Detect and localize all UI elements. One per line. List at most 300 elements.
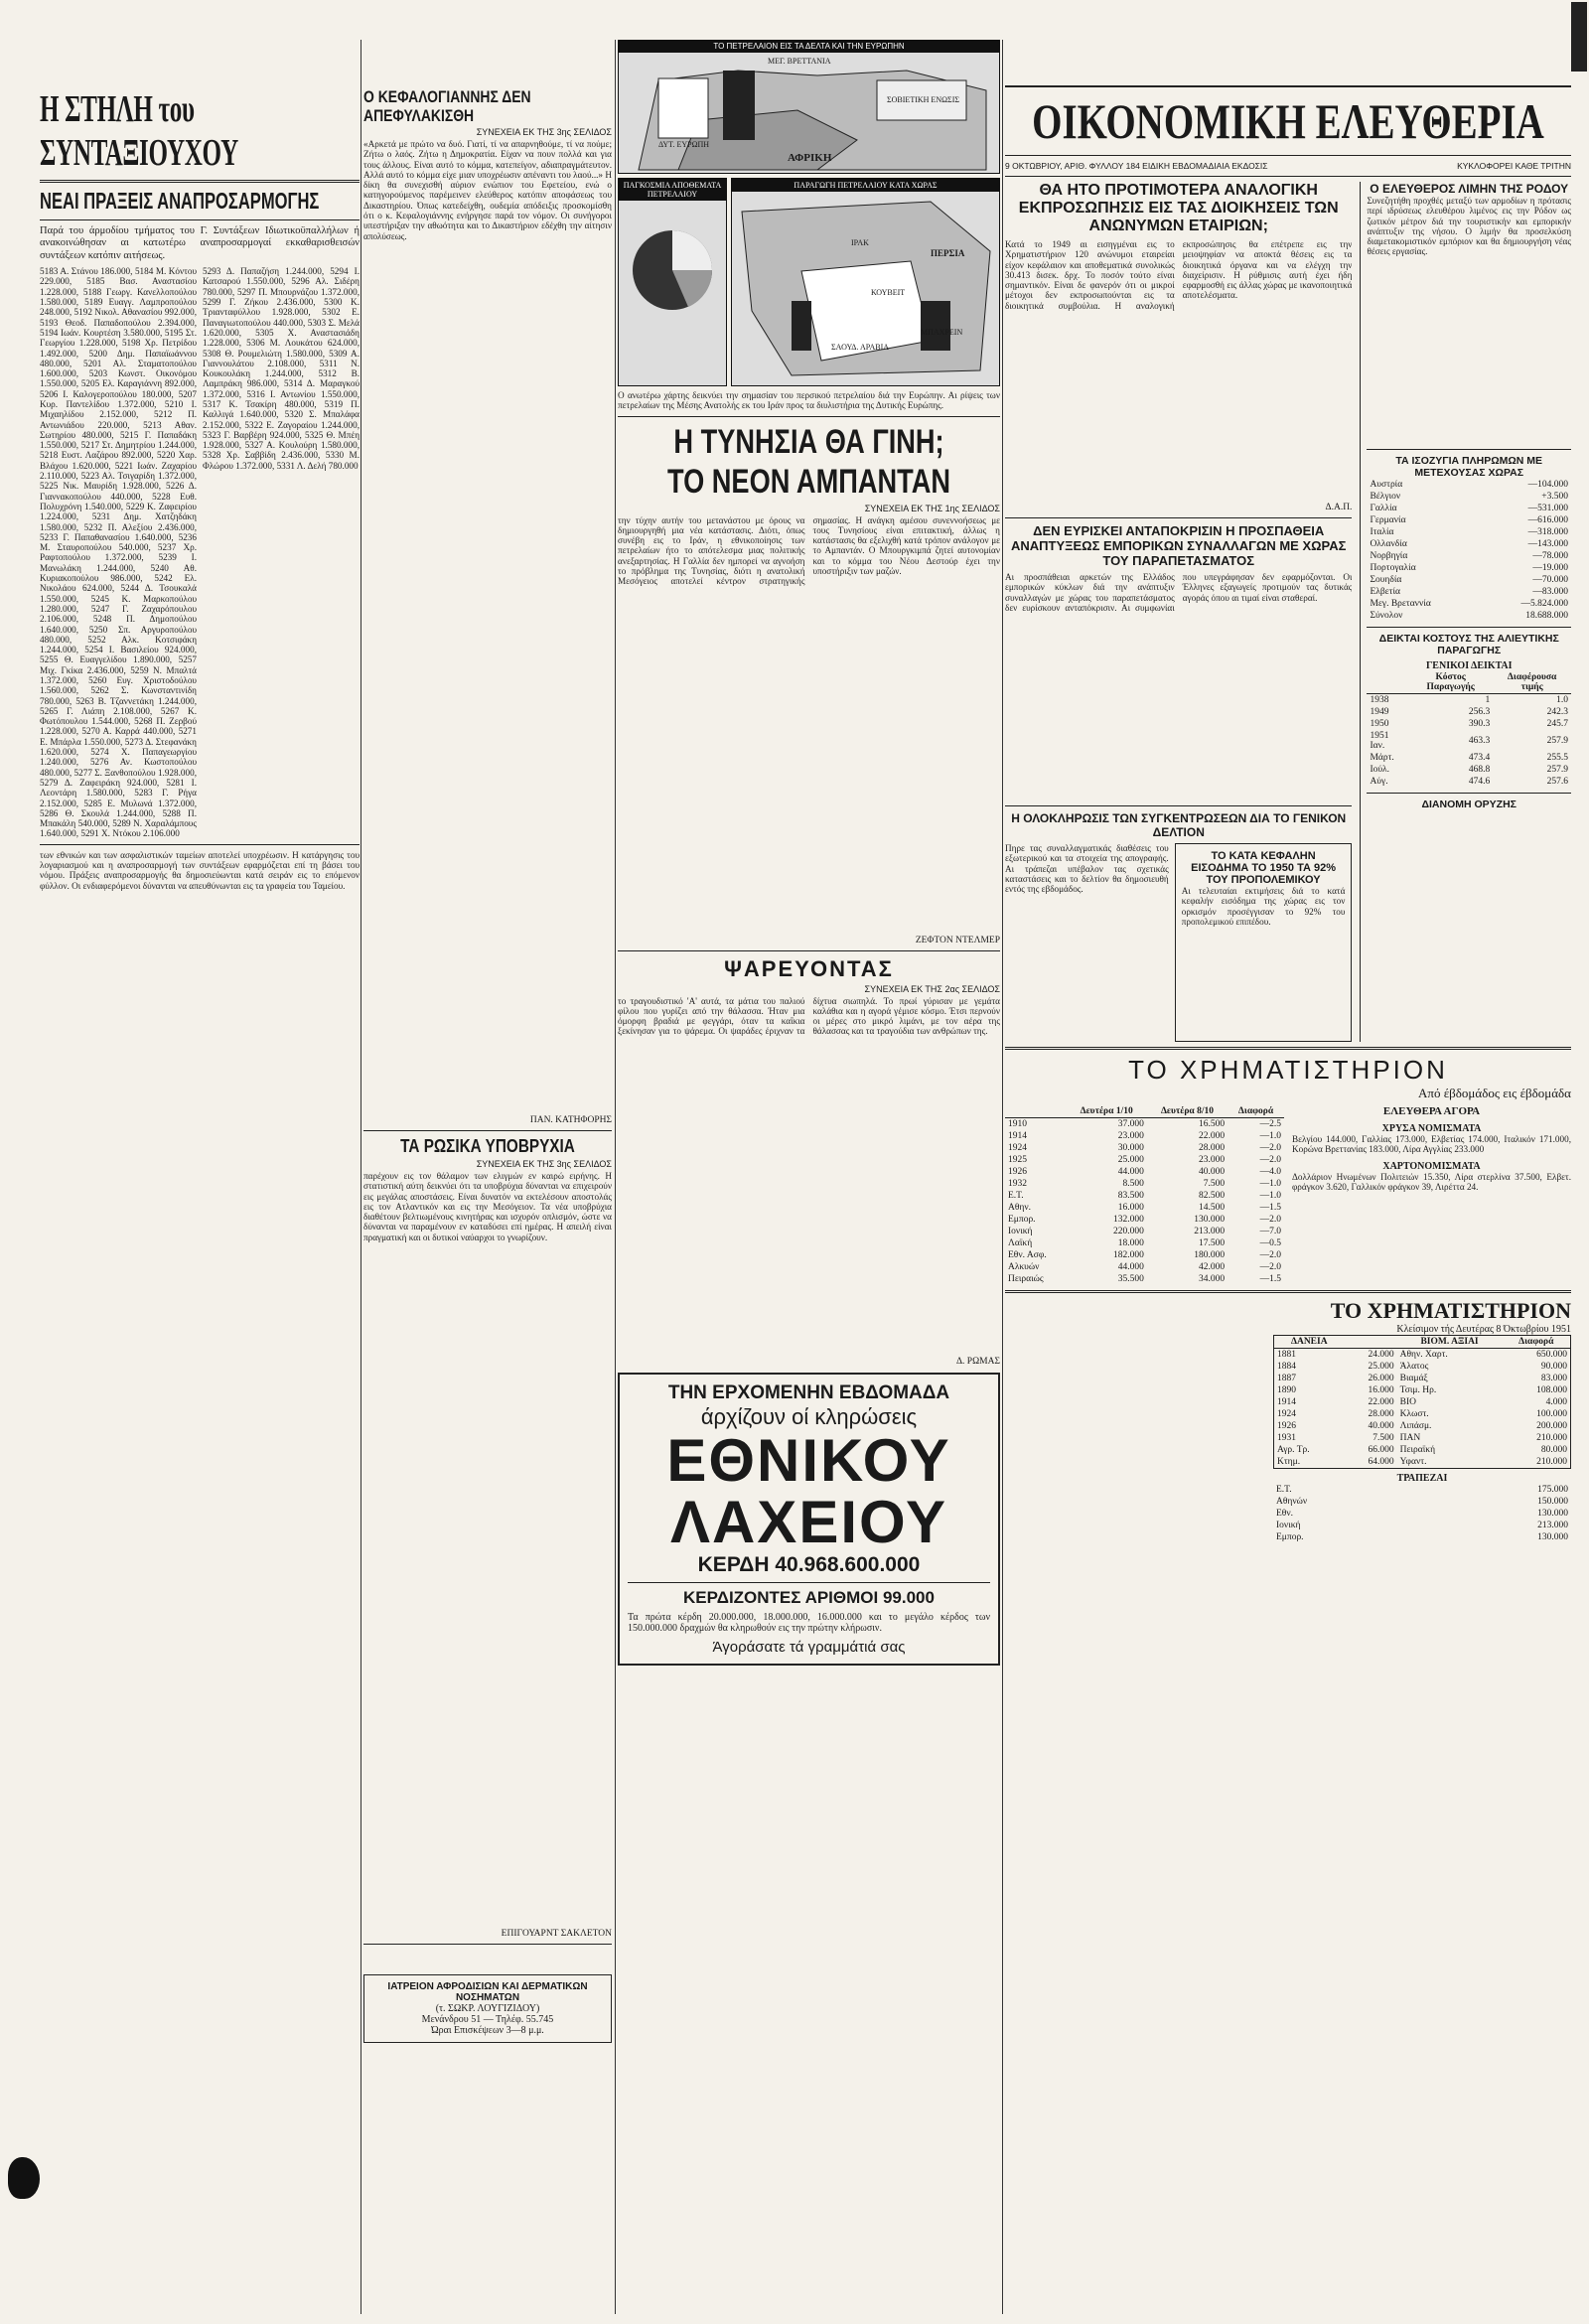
value-cell: 257.9 <box>1546 765 1568 775</box>
divider <box>1005 1290 1571 1293</box>
headline-representation: ΘΑ ΗΤΟ ΠΡΟΤΙΜΟΤΕΡΑ ΑΝΑΛΟΓΙΚΗ ΕΚΠΡΟΣΩΠΗΣΙΣ ΕΙΣ ΤΑΣ ΔΙΟΙΚΗΣΕΙΣ ΤΩΝ ΑΝΩΝΥΜΩΝ ΕΤΑΙΡΙΩΝ; <box>1018 182 1339 234</box>
map-label: ΠΕΡΣΙΑ <box>931 248 965 258</box>
bourse2-subtitle: Κλείσιμον τής Δευτέρας 8 Όκτωβρίου 1951 <box>1396 1324 1571 1335</box>
map-label: ΚΟΥΒΕΙΤ <box>871 288 906 297</box>
table-row <box>1367 503 1571 514</box>
value-cell: —83.000 <box>1532 587 1568 597</box>
headline-rhodes: Ο ΕΛΕΥΘΕΡΟΣ ΛΙΜΗΝ ΤΗΣ ΡΟΔΟΥ <box>1370 182 1569 196</box>
divider <box>1367 627 1571 628</box>
value-cell: —7.0 <box>1259 1227 1281 1236</box>
value-cell: 83.000 <box>1540 1374 1567 1383</box>
table-row <box>1005 1226 1284 1237</box>
lottery-prize: ΚΕΡΔΗ 40.968.600.000 <box>697 1552 921 1576</box>
gold-head: ΧΡΥΣΑ ΝΟΜΙΣΜΑΤΑ <box>1381 1123 1482 1134</box>
map-label: ΣΟΒΙΕΤΙΚΗ ΕΝΩΣΙΣ <box>887 95 960 104</box>
value-cell: 23.000 <box>1117 1131 1144 1141</box>
year-cell: 1951 Ιαν. <box>1370 731 1389 751</box>
value-cell: 28.000 <box>1199 1143 1226 1153</box>
map-label: ΙΡΑΚ <box>851 238 869 247</box>
masthead-pensions: Η ΣΤΗΛΗ του ΣΥΝΤΑΞΙΟΥΧΟΥ <box>40 88 238 174</box>
value-cell: 130.000 <box>1537 1509 1568 1519</box>
name-cell: 1881 <box>1277 1350 1296 1360</box>
country-cell: Νορβηγία <box>1370 551 1408 561</box>
value-cell: 14.500 <box>1199 1203 1226 1213</box>
name-cell: 1932 <box>1008 1179 1027 1189</box>
table-row <box>1367 526 1571 538</box>
lottery-big-2: ΛΑΧΕΙΟΥ <box>669 1488 948 1555</box>
divider <box>1005 805 1352 806</box>
year-cell: 1950 <box>1370 719 1389 729</box>
economy-masthead: ΟΙΚΟΝΟΜΙΚΗ ΕΛΕΥΘΕΡΙΑ <box>1032 93 1544 149</box>
value-cell: 22.000 <box>1199 1131 1226 1141</box>
value-cell: 18.000 <box>1117 1238 1144 1248</box>
value-cell: 7.500 <box>1372 1433 1394 1443</box>
value-cell: 83.500 <box>1117 1191 1144 1201</box>
value-cell: 210.000 <box>1536 1457 1567 1467</box>
name-cell: Ιονική <box>1008 1227 1033 1236</box>
column-world <box>618 40 1000 2314</box>
bourse2-title: ΤΟ ΧΡΗΜΑΤΙΣΤΗΡΙΟΝ <box>1330 1298 1571 1323</box>
name-cell: 1910 <box>1008 1119 1027 1129</box>
table-row <box>1005 1273 1284 1285</box>
value-cell: +3.500 <box>1541 492 1568 502</box>
oil-map-europe <box>618 40 1000 174</box>
edge-mark <box>1571 2 1587 72</box>
table-row <box>1367 610 1571 622</box>
balance-table <box>1367 479 1571 622</box>
free-market-head: ΕΛΕΥΘΕΡΑ ΑΓΟΡΑ <box>1382 1105 1481 1117</box>
table-row <box>1367 574 1571 586</box>
name-cell: Εμπορ. <box>1276 1532 1304 1542</box>
divider <box>1005 517 1352 518</box>
table-row <box>1005 1118 1284 1131</box>
table-row <box>1367 550 1571 562</box>
value-cell: 37.000 <box>1117 1119 1144 1129</box>
map-label: ΜΕΓ. ΒΡΕΤΤΑΝΙΑ <box>768 57 831 66</box>
value-cell: 242.3 <box>1546 707 1568 717</box>
table-row <box>1005 1249 1284 1261</box>
table-row <box>1005 1154 1284 1166</box>
year-cell: Αύγ. <box>1370 777 1388 787</box>
value-cell: —2.0 <box>1259 1262 1281 1272</box>
value-cell: 390.3 <box>1468 719 1491 729</box>
value-cell: 463.3 <box>1468 736 1491 746</box>
divider <box>1367 793 1571 794</box>
value-cell: 16.000 <box>1117 1203 1144 1213</box>
clinic-name: (τ. ΣΩΚΡ. ΛΟΥΓΙΖΙΔΟΥ) <box>435 2003 540 2014</box>
map-label: ΜΠΑΧΡΕΙΝ <box>921 328 963 337</box>
column-news <box>363 40 612 2314</box>
bourse-subtitle: Από έβδομάδος εις έβδομάδα <box>1418 1086 1571 1100</box>
name-cell: 1925 <box>1008 1155 1027 1165</box>
table-row <box>1005 1214 1284 1226</box>
name-cell: 1890 <box>1277 1385 1296 1395</box>
income-head: ΤΟ ΚΑΤΑ ΚΕΦΑΛΗΝ ΕΙΣΟΔΗΜΑ ΤΟ 1950 ΤΑ 92% ΤΟΥ ΠΡΟΠΟΛΕΜΙΚΟΥ <box>1191 850 1336 886</box>
dateline-right: ΚΥΚΛΟΦΟΡΕΙ ΚΑΘΕ ΤΡΙΤΗΝ <box>1457 161 1571 171</box>
divider <box>1005 176 1571 177</box>
headline-balance: ΤΑ ΙΣΟΖΥΓΙΑ ΠΛΗΡΩΜΩΝ ΜΕ ΜΕΤΕΧΟΥΣΑΣ ΧΩΡΑΣ <box>1395 455 1543 479</box>
article-fishing: το τραγουδιστικό 'Α' αυτά, τα μάτια του παλιού φίλου που γυρίζει από την θάλασσα. Ήταν μια όμορφη βραδιά με φεγγάρι, όταν τα καΐκια ξεκίνησαν για το ψάρεμα. Οι ψαράδες έριχναν τα δίχτυα σιωπηλά. Το πρωί γύρισαν με γεμάτα καλάθια και η αγορά γέμισε κόσμο. Έτσι περνούν οι μέρες στο μικρό λιμάνι, με τον αέρα της θάλασσας και τα τραγούδια των ανθρώπων της. <box>618 995 1000 1037</box>
value-cell: 44.000 <box>1117 1262 1144 1272</box>
value-cell: 245.7 <box>1546 719 1568 729</box>
lottery-sub: άρχίζουν οί κληρώσεις <box>700 1403 918 1429</box>
name-cell: Ε.Τ. <box>1276 1485 1292 1495</box>
table-row <box>1367 694 1571 707</box>
banks-table <box>1273 1484 1571 1543</box>
value-cell: —5.824.000 <box>1520 599 1568 609</box>
value-cell: 100.000 <box>1536 1409 1567 1419</box>
divider <box>40 844 360 845</box>
continuation-note: ΣΥΝΕΧΕΙΑ ΕΚ ΤΗΣ 1ης ΣΕΛΙΔΟΣ <box>864 503 1000 513</box>
value-cell: —143.000 <box>1527 539 1568 549</box>
column-pensions <box>40 40 360 2314</box>
value-cell: 200.000 <box>1536 1421 1567 1431</box>
lottery-top: ΤΗΝ ΕΡΧΟΜΕΝΗΝ ΕΒΔΟΜΑΔΑ <box>667 1381 950 1403</box>
year-cell: 1949 <box>1370 707 1389 717</box>
table-row <box>1274 1420 1571 1432</box>
byline: Δ.Α.Π. <box>1325 503 1353 512</box>
table-row <box>1005 1261 1284 1273</box>
pie-graphic <box>619 201 726 379</box>
clinic-ad <box>363 1974 612 2043</box>
clinic-address: Μενάνδρου 51 — Τηλέφ. 55.745 <box>421 2014 554 2025</box>
intro-text: Παρά του άρμοδίου τμήματος του Γ. Συντάξεων Ιδιωτικοϋπαλλήλων ή ανακοινώθησαν αι κατωτέρω αναπροσαρμογαί εκκαθαρισθεισών συντάξεων κατόπιν αιτήσεως. <box>40 225 360 261</box>
value-cell: 40.000 <box>1368 1421 1394 1431</box>
value-cell: 90.000 <box>1540 1362 1567 1372</box>
pie-title: ΠΑΓΚΟΣΜΙΑ ΑΠΟΘΕΜΑΤΑ ΠΕΤΡΕΛΑΙΟΥ <box>619 179 726 201</box>
value-cell: 130.000 <box>1537 1532 1568 1542</box>
table-row <box>1005 1130 1284 1142</box>
bourse2-table <box>1273 1335 1571 1469</box>
table-row <box>1005 1202 1284 1214</box>
value-cell: —1.0 <box>1259 1179 1281 1189</box>
table-row <box>1005 1178 1284 1190</box>
value-cell: 213.000 <box>1537 1521 1568 1530</box>
name-cell: 1914 <box>1008 1131 1027 1141</box>
bourse-table <box>1005 1105 1284 1285</box>
value-cell: 4.000 <box>1545 1397 1567 1407</box>
paper-text: Δολλάριον Ηνωμένων Πολιτειών 15.350, Λίρα στερλίνα 37.500, Ελβετ. φράγκον 3.620, Γαλλικόν φράγκον 39, Λιρέττα 24. <box>1292 1171 1571 1192</box>
country-cell: Μεγ. Βρεταννία <box>1370 599 1431 609</box>
bourse-title: ΤΟ ΧΡΗΜΑΤΙΣΤΗΡΙΟΝ <box>1128 1055 1448 1085</box>
value-cell: —0.5 <box>1259 1238 1281 1248</box>
name-cell: Υφαντ. <box>1399 1457 1427 1467</box>
name-cell: 1926 <box>1277 1421 1296 1431</box>
table-row <box>1274 1408 1571 1420</box>
value-cell: —2.0 <box>1259 1143 1281 1153</box>
clinic-hours: Ώραι Επισκέψεων 3—8 μ.μ. <box>431 2025 544 2036</box>
table-row <box>1273 1508 1571 1520</box>
lottery-ad <box>618 1373 1000 1667</box>
name-cell: Κτημ. <box>1277 1457 1301 1467</box>
value-cell: 44.000 <box>1117 1167 1144 1177</box>
map-label: ΣΑΟΥΔ. ΑΡΑΒΙΑ <box>831 343 890 352</box>
lottery-footer: Άγοράσατε τά γραμμάτιά σας <box>712 1639 906 1657</box>
country-cell: Βέλγιον <box>1370 492 1401 502</box>
value-cell: —616.000 <box>1527 515 1568 525</box>
table-row <box>1273 1496 1571 1508</box>
income-text: Αι τελευταίαι εκτιμήσεις διά το κατά κεφαλήν εισόδημα της χώρας εις τον ορκισμόν προσέγγισαν το 92% του προπολεμικού επιπέδου. <box>1181 886 1346 927</box>
name-cell: Αθην. <box>1008 1203 1032 1213</box>
name-cell: Αλκυών <box>1008 1262 1040 1272</box>
article-kefalogiannis: «Αρκετά με πρώτο να δυό. Γιατί, τί να απαρνηθούμε, τί να πούμε; Ζήτω ο λαός. Ζήτω η Δημοκρατία. Είχαν να πουν πολλά και για τους άλλους. Είναι αυτό το κόμμα, κατεπείγον, αδιαπραγμάτευτον. Αλλά αυτό το κόμμα είχε μιαν υποχρέωσιν απέναντι του λαού...» Η δίκη θα συνεχισθή αύριον ενώπιον του Εφετείου, ενώ ο κατηγορούμενος παρέμεινεν ελεύθερος κατόπιν αποφάσεως του Δικαστηρίου. Όπως κατεδείχθη, ουδεμία απόδειξις προσκομίσθη ότι ο κ. Κεφαλογιάννης ενήργησε παρά τον νόμον. Οι συνήγοροι υπεστήριξαν την αθωότητα και το Δικαστήριον εδέχθη την αίτησιν απολύσεως. <box>363 139 612 241</box>
map-title: ΤΟ ΠΕΤΡΕΛΑΙΟΝ ΕΙΣ ΤΑ ΔΕΛΤΑ ΚΑΙ ΤΗΝ ΕΥΡΩΠΗΝ <box>713 42 905 51</box>
country-cell: Ιταλία <box>1370 527 1394 537</box>
headline-submarines: ΤΑ ΡΩΣΙΚΑ ΥΠΟΒΡΥΧΙΑ <box>400 1136 575 1156</box>
value-cell: —2.0 <box>1259 1250 1281 1260</box>
continuation-note: ΣΥΝΕΧΕΙΑ ΕΚ ΤΗΣ 3ης ΣΕΛΙΔΟΣ <box>476 127 612 137</box>
dateline-left: 9 ΟΚΤΩΒΡΙΟΥ, ΑΡΙΘ. ΦΥΛΛΟΥ 184 ΕΙΔΙΚΗ ΕΒΔΟΜΑΔΙΑΙΑ ΕΚΔΟΣΙΣ <box>1005 161 1268 171</box>
value-cell: 25.000 <box>1368 1362 1394 1372</box>
column-header: Δευτέρα 1/10 <box>1067 1105 1147 1118</box>
value-cell: 16.500 <box>1199 1119 1226 1129</box>
table-row <box>1005 1190 1284 1202</box>
value-cell: 257.9 <box>1546 736 1568 746</box>
value-cell: —4.0 <box>1259 1167 1281 1177</box>
divider <box>1367 449 1571 450</box>
paper-head: ΧΑΡΤΟΝΟΜΙΣΜΑΤΑ <box>1382 1160 1481 1172</box>
table-row <box>1274 1361 1571 1373</box>
value-cell: —531.000 <box>1527 504 1568 513</box>
value-cell: 1.0 <box>1556 695 1568 705</box>
value-cell: 28.000 <box>1368 1409 1394 1419</box>
value-cell: —78.000 <box>1532 551 1568 561</box>
value-cell: 17.500 <box>1199 1238 1226 1248</box>
column-header <box>1005 1105 1067 1118</box>
name-cell: Άλατος <box>1399 1362 1429 1372</box>
value-cell: —1.0 <box>1259 1131 1281 1141</box>
value-cell: 108.000 <box>1536 1385 1567 1395</box>
value-cell: —2.5 <box>1259 1119 1281 1129</box>
value-cell: 18.688.000 <box>1525 611 1568 621</box>
value-cell: 25.000 <box>1117 1155 1144 1165</box>
table-row <box>1367 514 1571 526</box>
value-cell: 210.000 <box>1536 1433 1567 1443</box>
country-cell: Αυστρία <box>1370 480 1403 490</box>
value-cell: 473.4 <box>1468 753 1491 763</box>
value-cell: 40.000 <box>1199 1167 1226 1177</box>
name-cell: ΠΑΝ <box>1399 1433 1421 1443</box>
name-cell: Κλωστ. <box>1399 1409 1429 1419</box>
value-cell: 23.000 <box>1199 1155 1226 1165</box>
table-row <box>1274 1432 1571 1444</box>
value-cell: 213.000 <box>1194 1227 1226 1236</box>
value-cell: 474.6 <box>1468 777 1491 787</box>
dateline <box>1005 161 1571 171</box>
column-rule <box>1002 40 1003 2314</box>
divider <box>1005 155 1571 156</box>
value-cell: —19.000 <box>1532 563 1568 573</box>
gold-text: Βελγίου 144.000, Γαλλίας 173.000, Ελβετίας 174.000, Ιταλικόν 171.000, Κορώνα Βρεττανίας 183.000, Λίρα Αγγλίας 233.000 <box>1292 1134 1571 1155</box>
name-cell: Εθν. Ασφ. <box>1008 1250 1047 1260</box>
value-cell: 30.000 <box>1117 1143 1144 1153</box>
divider <box>1005 85 1571 87</box>
pension-list-b: 5293 Δ. Παπαζήση 1.244.000, 5294 Ι. Κατσαρού 1.550.000, 5296 Αλ. Σιδέρη 780.000, 5297 Π. Μπουρνάζου 1.372.000, 5299 Γ. Ζήκου 2.436.000, 5300 Κ. Τριανταφύλλου 1.928.000, 5302 Ε. Παναγιωτοπούλου 440.000, 5303 Σ. Μελά 1.620.000, 5305 Χ. Αναστασιάδη 1.228.000, 5306 Μ. Λουκάτου 624.000, 5308 Θ. Ρουμελιώτη 1.580.000, 5309 Α. Γιαννουλάτου 2.108.000, 5311 Ν. Κουκουλάκη 1.244.000, 5312 Β. Λαμπράκη 986.000, 5314 Δ. Μαραγκού 1.372.000, 5316 Ι. Αντωνίου 1.550.000, 5317 Κ. Τσακίρη 480.000, 5319 Π. Καλλιγά 1.640.000, 5320 Σ. Μπαλάφα 2.152.000, 5322 Ε. Ζαγοραίου 1.244.000, 5323 Γ. Βαρβέρη 924.000, 5325 Θ. Μπέη 1.928.000, 5327 Α. Κουλούρη 1.580.000, 5328 Χρ. Σαββίδη 2.436.000, 5330 Μ. Φλώρου 1.372.000, 5331 Λ. Δελή 780.000 <box>203 266 360 471</box>
value-cell: 257.6 <box>1546 777 1568 787</box>
map-title: ΠΑΡΑΓΩΓΗ ΠΕΤΡΕΛΑΙΟΥ ΚΑΤΑ ΧΩΡΑΣ <box>732 179 999 192</box>
column-header: Διαφορά <box>1228 1105 1284 1118</box>
value-cell: 180.000 <box>1194 1250 1226 1260</box>
divider <box>40 180 360 183</box>
map-caption: Ο ανωτέρω χάρτης δεικνύει την σημασίαν του περσικού πετρελαίου διά την Ευρώπην. Αι ρίψεις των πετρελαίων της Μέσης Ανατολής εκ του Ιράν προς τα διυλιστήρια της Δυτικής Ευρώπης. <box>618 390 1000 411</box>
lottery-body: Τα πρώτα κέρδη 20.000.000, 18.000.000, 16.000.000 και το μεγάλο κέρδος των 150.000.000 δραχμών θα κληρωθούν εις την πρώτην κλήρωσιν. <box>628 1611 990 1635</box>
table-row <box>1367 706 1571 718</box>
table-row <box>1367 776 1571 788</box>
divider <box>363 1130 612 1131</box>
table-row <box>1274 1456 1571 1469</box>
name-cell: 1887 <box>1277 1374 1296 1383</box>
table-row <box>1273 1531 1571 1543</box>
value-cell: —318.000 <box>1527 527 1568 537</box>
value-cell: —1.5 <box>1259 1203 1281 1213</box>
column-header: Κόστος Παραγωγής <box>1408 671 1493 694</box>
value-cell: 16.000 <box>1368 1385 1394 1395</box>
byline: ΕΠΙΓΟΥΑΡΝΤ ΣΑΚΛΕΤΟΝ <box>501 1929 612 1939</box>
pension-list-a: 5183 Α. Στάνου 186.000, 5184 Μ. Κόντου 229.000, 5185 Βασ. Αναστασίου 1.228.000, 5188 Γεωργ. Κανελλοπούλου 1.580.000, 5189 Ευαγγ. Λαμπροπούλου 248.000, 5192 Νικολ. Αθανασίου 992.000, 5193 Θεοδ. Παπαδοπούλου 2.394.000, 5194 Ιωάν. Κουρτέση 3.580.000, 5195 Στ. Γεωργίου 1.228.000, 5198 Χρ. Πετρίδου 1.492.000, 5200 Δημ. Παπαϊωάννου 480.000, 5201 Αλ. Σταματοπούλου 1.600.000, 5203 Κωνστ. Οικονόμου 1.550.000, 5205 Ελ. Καραγιάννη 892.000, 5206 Ι. Καλογεροπούλου 180.000, 5207 Κυρ. Παντελίδου 1.372.000, 5210 Ι. Μιχαηλίδου 2.152.000, 5212 Π. Αντωνιάδου 220.000, 5213 Αθαν. Σωτηρίου 480.000, 5215 Γ. Παπαδάκη 1.550.000, 5217 Στ. Δημητρίου 1.244.000, 5218 Ευστ. Λαζάρου 892.000, 5220 Χαρ. Βλάχου 1.620.000, 5221 Ιωάν. Ζαχαρίου 2.110.000, 5223 Αλ. Τσιγαρίδη 1.372.000, 5225 Νικ. Μαυρίδη 1.928.000, 5226 Δ. Γιαννακοπούλου 440.000, 5228 Ευθ. Πολυχρόνη 1.540.000, 5229 Κ. Ζαφειρίου 1.224.000, 5231 Δημ. Χατζηδάκη 1.580.000, 5232 Π. Αλεξίου 2.436.000, 5233 Γ. Παπαθανασίου 1.640.000, 5236 Μ. Σταυροπούλου 540.000, 5237 Χρ. Ραφτοπούλου 1.372.000, 5239 Ι. Μανωλάκη 1.244.000, 5240 Αθ. Κυριακοπούλου 986.000, 5242 Ελ. Νικολάου 624.000, 5244 Δ. Τσουκαλά 1.550.000, 5245 Κ. Μαρκοπούλου 1.280.000, 5247 Γ. Ζαχαρόπουλου 2.106.000, 5248 Π. Δημοπούλου 1.640.000, 5250 Σπ. Αργυροπούλου 480.000, 5252 Αλκ. Κοτσιφάκη 1.244.000, 5254 Ι. Βασιλείου 924.000, 5255 Θ. Ευαγγελίδου 1.890.000, 5257 Μιχ. Γκίκα 2.436.000, 5259 Ν. Μπαλτά 1.372.000, 5260 Ευγ. Χριστοδούλου 1.560.000, 5262 Σ. Κωνσταντινίδη 780.000, 5263 Β. Τζαννετάκη 1.244.000, 5265 Γ. Λιάπη 2.108.000, 5267 Κ. Φωτόπουλου 1.544.000, 5268 Π. Ζερβού 1.228.000, 5270 Α. Καρρά 440.000, 5271 Ε. Μπάρλα 1.550.000, 5273 Δ. Στεφανάκη 1.620.000, 5274 Χ. Παπαγεωργίου 1.240.000, 5276 Αν. Κωστοπούλου 480.000, 5277 Σ. Ξανθοπούλου 1.928.000, 5279 Δ. Ζαφειράκη 924.000, 5281 Ι. Λεοντάρη 1.580.000, 5283 Γ. Ρήγα 2.152.000, 5285 Ε. Μυλωνά 1.372.000, 5286 Θ. Σκουλά 1.244.000, 5288 Π. Μπακάλη 540.000, 5289 Ν. Χαραλάμπους 1.640.000, 5291 Χ. Ντόκου 2.106.000 <box>40 266 197 839</box>
divider <box>40 219 360 220</box>
byline: ΠΑΝ. ΚΑΤΗΦΟΡΗΣ <box>529 1115 612 1125</box>
table-row <box>1005 1142 1284 1154</box>
country-cell: Γερμανία <box>1370 515 1406 525</box>
name-cell: Πειραϊκή <box>1399 1445 1436 1455</box>
name-cell: Βιαμάξ <box>1399 1374 1428 1383</box>
table-row <box>1274 1444 1571 1456</box>
column-header: Διαφέρουσα τιμής <box>1493 671 1571 694</box>
value-cell: 35.500 <box>1117 1274 1144 1284</box>
country-cell: Πορτογαλία <box>1370 563 1416 573</box>
table-row <box>1274 1349 1571 1362</box>
value-cell: 64.000 <box>1368 1457 1394 1467</box>
map-illustration <box>732 192 1000 380</box>
table-row <box>1274 1384 1571 1396</box>
value-cell: 130.000 <box>1194 1215 1226 1225</box>
value-cell: 132.000 <box>1112 1215 1144 1225</box>
table-row <box>1367 479 1571 491</box>
name-cell: Ε.Τ. <box>1008 1191 1024 1201</box>
divider <box>618 416 1000 417</box>
name-cell: Αγρ. Τρ. <box>1277 1445 1310 1455</box>
byline: ΖΕΦΤΟΝ ΝΤΕΛΜΕΡ <box>915 935 1000 945</box>
headline-trade: ΔΕΝ ΕΥΡΙΣΚΕΙ ΑΝΤΑΠΟΚΡΙΣΙΝ Η ΠΡΟΣΠΑΘΕΙΑ ΑΝΑΠΤΥΞΕΩΣ ΕΜΠΟΡΙΚΩΝ ΣΥΝΑΛΛΑΓΩΝ ΜΕ ΧΩΡΑΣ ΤΟΥ ΠΑΡΑΠΕΤΑΣΜΑΤΟΣ <box>1010 523 1347 568</box>
value-cell: 34.000 <box>1199 1274 1226 1284</box>
name-cell: 1924 <box>1008 1143 1027 1153</box>
value-cell: —104.000 <box>1527 480 1568 490</box>
country-cell: Ελβετία <box>1370 587 1401 597</box>
lottery-big-1: ΕΘΝΙΚΟΥ <box>666 1426 951 1494</box>
table-row <box>1005 1166 1284 1178</box>
value-cell: 182.000 <box>1112 1250 1144 1260</box>
name-cell: 1931 <box>1277 1433 1296 1443</box>
byline: Δ. ΡΩΜΑΣ <box>955 1356 1000 1367</box>
value-cell: 468.8 <box>1468 765 1491 775</box>
value-cell: 650.000 <box>1536 1350 1567 1360</box>
table-row <box>1367 598 1571 610</box>
clinic-title: ΙΑΤΡΕΙΟΝ ΑΦΡΟΔΙΣΙΩΝ ΚΑΙ ΔΕΡΜΑΤΙΚΩΝ ΝΟΣΗΜΑΤΩΝ <box>387 1981 588 2003</box>
article-tunisia: την τύχην αυτήν του μετανάστου με όρους να δημιουργηθή μια νέα κατάστασις. Διότι, όπως συνέβη εις το Ιράν, η εθνικοποίησις των πετρελαίων ήτο το απότελεσμα μιας πολιτικής ανεξαρτησίας. Η Γαλλία δεν ημπορεί να αγνοήση το πρόβλημα της Τυνησίας, διότι η ανατολική Μεσόγειος αποτελεί κέντρον στρατηγικής σημασίας. Η ανάγκη αμέσου συνεννοήσεως με τους Τυνησίους είναι επιτακτική, άλλως η κατάστασις θα εξελιχθή κατά τρόπον ανάλογον με το Αμπαντάν. Ο Μπουργκιμπά ζητεί αυτονομίαν και το κόμμα του Νέου Δεστούρ έχει την υποστήριξιν των μαζών. <box>618 514 1000 587</box>
country-cell: Ολλανδία <box>1370 539 1407 549</box>
article-rhodes: Συνεζητήθη προχθές μεταξύ των αρμοδίων η πρότασις περί ιδρύσεως ελευθέρου λιμένος εις την Ρόδον ως ζωτικόν μέτρον διά την τουριστικήν και εμπορικήν ανάπτυξιν της νήσου. Ο λιμήν θα προσελκύση διαμετακομιστικόν εμπόριον και θα δημιουργήση νέας θέσεις εργασίας. <box>1367 196 1571 257</box>
value-cell: 26.000 <box>1368 1374 1394 1383</box>
table-row <box>1367 562 1571 574</box>
value-cell: 1 <box>1485 695 1491 705</box>
headline-bulletin: Η ΟΛΟΚΛΗΡΩΣΙΣ ΤΩΝ ΣΥΓΚΕΝΤΡΩΣΕΩΝ ΔΙΑ ΤΟ ΓΕΝΙΚΟΝ ΔΕΛΤΙΟΝ <box>1011 811 1347 839</box>
value-cell: 175.000 <box>1537 1485 1568 1495</box>
income-box <box>1175 843 1353 1042</box>
value-cell: 255.5 <box>1546 753 1568 763</box>
value-cell: 150.000 <box>1537 1497 1568 1507</box>
lottery-winners: ΚΕΡΔΙΖΟΝΤΕΣ ΑΡΙΘΜΟΙ 99.000 <box>683 1587 935 1607</box>
value-cell: —2.0 <box>1259 1215 1281 1225</box>
value-cell: 8.500 <box>1122 1179 1144 1189</box>
table-row <box>1367 764 1571 776</box>
name-cell: Λιπάσμ. <box>1399 1421 1432 1431</box>
year-cell: 1938 <box>1370 695 1389 705</box>
article-trade: Αι προσπάθειαι αρκετών της Ελλάδος εμπορικών κύκλων διά την ανάπτυξιν συναλλαγών με χώρας του παραπετάσματος δεν ευρίσκουν ανταπόκρισιν. Αι συμφωνίαι που υπεγράφησαν δεν εφαρμόζονται. Οι Έλληνες εξαγωγείς προτιμούν τας δυτικάς αγοράς όπου αι τιμαί είναι σταθεραί. <box>1005 572 1353 613</box>
name-cell: 1926 <box>1008 1167 1027 1177</box>
headline-fishing: ΨΑΡΕΥΟΝΤΑΣ <box>724 955 894 981</box>
oil-production-map <box>731 178 1000 386</box>
value-cell: 24.000 <box>1368 1350 1394 1360</box>
value-cell: 256.3 <box>1468 707 1491 717</box>
value-cell: —2.0 <box>1259 1155 1281 1165</box>
divider <box>628 1582 990 1583</box>
divider <box>1005 1047 1571 1050</box>
map-label: ΔΥΤ. ΕΥΡΩΠΗ <box>658 140 710 149</box>
country-cell: Σύνολον <box>1370 611 1403 621</box>
country-cell: Σουηδία <box>1370 575 1402 585</box>
headline-cost: ΔΕΙΚΤΑΙ ΚΟΣΤΟΥΣ ΤΗΣ ΑΛΙΕΥΤΙΚΗΣ ΠΑΡΑΓΩΓΗΣ <box>1378 633 1559 656</box>
table-row <box>1273 1520 1571 1531</box>
column-header: Δευτέρα 8/10 <box>1147 1105 1228 1118</box>
column-header: ΔΑΝΕΙΑ <box>1274 1336 1345 1349</box>
divider <box>618 950 1000 951</box>
table-row <box>1274 1373 1571 1384</box>
name-cell: Ιονική <box>1276 1521 1301 1530</box>
divider <box>363 1944 612 1945</box>
name-cell: Λαϊκή <box>1008 1238 1033 1248</box>
table-row <box>1005 1237 1284 1249</box>
value-cell: 22.000 <box>1368 1397 1394 1407</box>
value-cell: 42.000 <box>1199 1262 1226 1272</box>
continuation-note: ΣΥΝΕΧΕΙΑ ΕΚ ΤΗΣ 2ας ΣΕΛΙΔΟΣ <box>864 983 1000 994</box>
headline-rice: ΔΙΑΝΟΜΗ ΟΡΥΖΗΣ <box>1421 799 1517 810</box>
reserves-pie <box>618 178 727 386</box>
value-cell: —1.0 <box>1259 1191 1281 1201</box>
table-row <box>1274 1396 1571 1408</box>
article-representation: Κατά το 1949 αι εισηγμέναι εις το Χρηματιστήριον 120 ανώνυμοι εταιρείαι είχον κεφάλαιον και αποθεματικά συνολικώς 30.413 δισεκ. δρχ. Το ποσόν τούτο είναι σημαντικόν. Είναι δε φανερόν ότι οι μικροί μέτοχοι δεν εκπροσωπούνται εις τα διοικητικά συμβούλια. Η αναλογική εκπροσώπησις θα επέτρεπε εις την μειοψηφίαν να αποκτά θέσεις εις τα διοικητικά όργανα και να ελέγχη την διαχείρισιν. Η ρύθμισις αυτή έχει ήδη εφαρμοσθή εις άλλας χώρας με ικανοποιητικά αποτελέσματα. <box>1005 239 1353 311</box>
subhead-adjustments: ΝΕΑΙ ΠΡΑΞΕΙΣ ΑΝΑΠΡΟΣΑΡΜΟΓΗΣ <box>40 188 320 214</box>
table-row <box>1367 586 1571 598</box>
name-cell: Εθν. <box>1276 1509 1294 1519</box>
continuation-note: ΣΥΝΕΧΕΙΑ ΕΚ ΤΗΣ 3ης ΣΕΛΙΔΟΣ <box>476 1159 612 1169</box>
ink-blot <box>8 2157 40 2199</box>
year-cell: Μάρτ. <box>1370 753 1394 763</box>
name-cell: Πειραιώς <box>1008 1274 1044 1284</box>
column-header <box>1345 1336 1397 1349</box>
column-header: ΒΙΟΜ. ΑΞΙΑΙ <box>1397 1336 1503 1349</box>
column-header: Διαφορά <box>1503 1336 1571 1349</box>
general-index-head: ΓΕΝΙΚΟΙ ΔΕΙΚΤΑΙ <box>1425 660 1513 671</box>
column-rule <box>615 40 616 2314</box>
name-cell: Τσιμ. Ηρ. <box>1399 1385 1437 1395</box>
table-row <box>1367 538 1571 550</box>
value-cell: —70.000 <box>1532 575 1568 585</box>
article-bulletin: Πηρε τας συναλλαγματικάς διαθέσεις του εξωτερικού και τα στοιχεία της απογραφής. Αι τράπεζαι υπέβαλον τας σχετικάς καταστάσεις και το δελτίον θα δημοσιευθή εντός της εβδομάδος. <box>1005 843 1169 895</box>
name-cell: ΒΙΟ <box>1399 1397 1416 1407</box>
headline-tunisia: Η ΤΥΝΗΣΙΑ ΘΑ ΓΙΝΗ; ΤΟ ΝΕΟΝ ΑΜΠΑΝΤΑΝ <box>666 422 951 501</box>
index-table <box>1367 671 1571 788</box>
value-cell: 220.000 <box>1112 1227 1144 1236</box>
